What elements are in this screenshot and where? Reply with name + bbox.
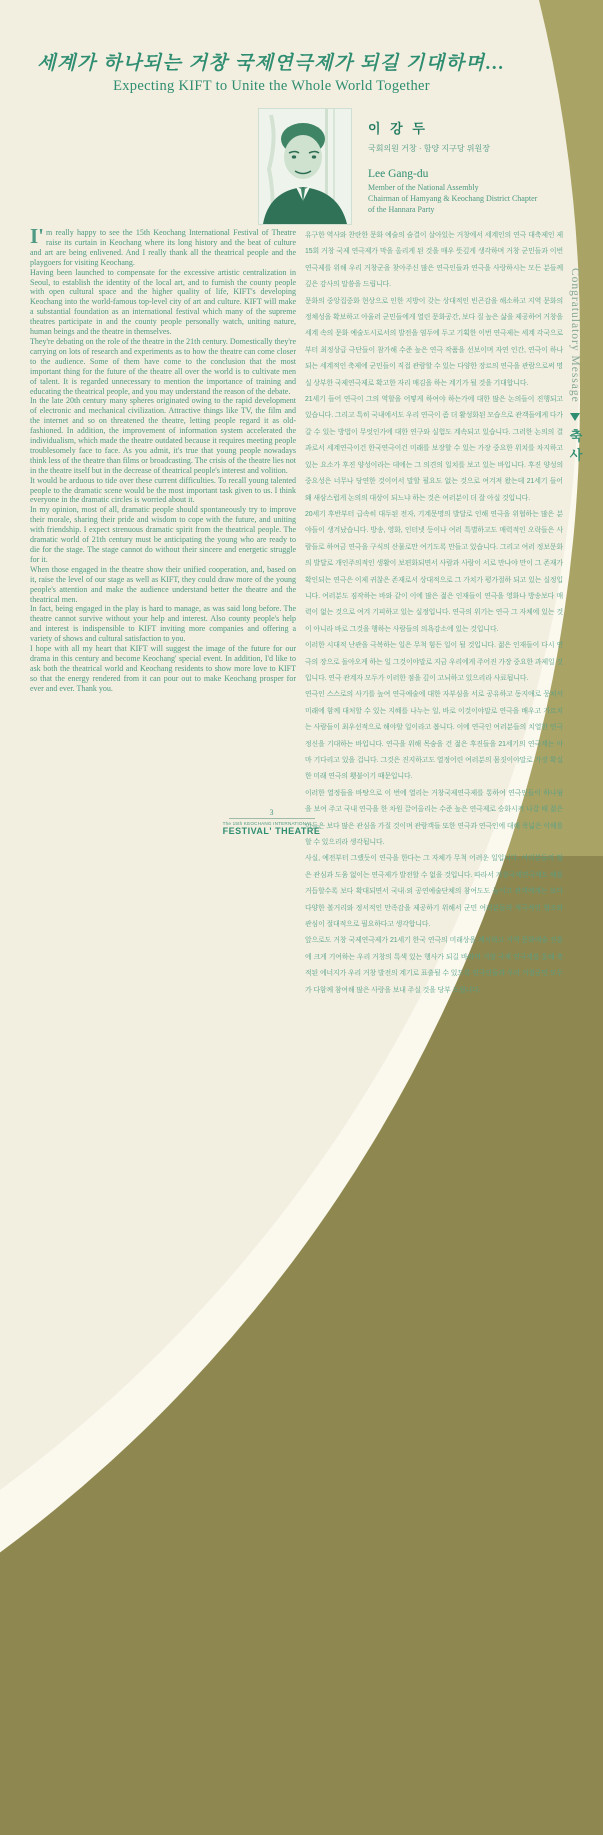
- korean-paragraph: 이러한 시대적 난관을 극복하는 일은 무척 힘든 일이 될 것입니다. 젊은 인재들이 다시 연극의 장으로 돌아오게 하는 일 그것이야말로 지금 우리에게 주어진 가장 중요한 과제일 것입니다. 연극 관계자 모두가 이러한 점을 깊이 고뇌하고 있으리라 사료됩니다.: [305, 642, 563, 682]
- korean-paragraph: 연극인 스스로의 사기를 높여 연극예술에 대한 자부심을 서로 공유하고 동지애로 뭉쳐서 미래에 함께 대처할 수 있는 지혜를 나누는 일, 바로 이것이야말로 연극을 배우고 가르치는 사람들이 최우선적으로 해야할 일이라고 봅니다. 이에 연극인 여러분들의 치열한 연극정신을 기대하는 바입니다. 연극을 위해 목숨을 건 젊은 후진들을 21세기의 연극계는 아마 기다리고 있을 겁니다. 그것은 진지하고도 열정어린 여러분의 몸짓이야말로 가장 확실한 미래 연극의 횃불이기 때문입니다.: [305, 691, 563, 781]
- profile-title-korean: 국회의원 거창 · 함양 지구당 위원장: [368, 144, 490, 153]
- section-sidebar: [565, 268, 585, 467]
- festival-logo-line1: The 15th KEOCHANG INTERNATIONAL: [222, 821, 313, 826]
- english-paragraph: In my opinion, most of all, dramatic people should spontaneously try to improve their morale, sharing their pride and wisdom to cope with the future, and uniting with friendship. I expect strenuous dramatic spirit from the theatrical people. The dramatic world of 21th century must be anticipating the young who are ready to die for the stage. The stage cannot do without their sincere and energetic struggle for it.: [30, 505, 296, 564]
- sidebar-label-english: Congratulatory Message: [569, 268, 581, 403]
- festival-logo: [223, 821, 321, 836]
- korean-paragraph: 21세기 들어 연극이 그의 역할을 어떻게 하여야 하는가에 대한 많은 논의들이 진행되고 있습니다. 그리고 특히 국내에서도 우리 연극이 좀 더 활성화된 모습으로 관객들에게 다가갈 수 있는 방법이 무엇인가에 대한 연구와 실험도 계속되고 있습니다. 그러한 논의의 결과로서 세계연극이건 한국연극이건 미래를 보장할 수 있는 가장 중요한 위치를 차지하고 있는 요소가 후진 양성이라는 데에는 그 의견의 일치를 보고 있는 바입니다. 후진 양성의 중요성은 너무나 당연한 것이어서 말할 필요도 없는 것으로 여겨져 왔는데 21세기 들어 왜 새삼스럽게 논의의 대상이 되느냐 하는 것은 여러분이 더 잘 아실 것입니다.: [305, 396, 563, 502]
- message-column-korean: [305, 228, 563, 999]
- page-title-english: Expecting KIFT to Unite the Whole World Together: [113, 78, 430, 94]
- profile-name-english: Lee Gang-du: [368, 168, 429, 180]
- english-paragraph: I hope with all my heart that KIFT will suggest the image of the future for our drama in this century and become Keochang' special event. In addition, I'd like to ask both the theatrical world and Keochang residents to show more love to KIFT so that the energy rendered from it can pour out to make Keochang prosper for ever and ever. Thank you.: [30, 644, 296, 693]
- profile-title-line3: of the Hannara Party: [368, 204, 435, 214]
- page-title-korean: 세계가 하나되는 거창 국제연극제가 되길 기대하며…: [37, 53, 506, 74]
- profile-title-line1: Member of the National Assembly: [368, 183, 479, 192]
- message-column-english: [30, 224, 296, 694]
- korean-paragraph: 문화의 중앙집중화 현상으로 인한 지방이 갖는 상대적인 빈곤감을 해소하고 지역 문화의 정체성을 확보하고 아울러 군민들에게 열린 문화공간, 보다 질 높은 삶을 제공하여 거창을 세계 속의 문화 예술도시로서의 발전을 염두에 두고 기획한 이번 연극제는 세계 각국으로부터 최정상급 극단들이 참가해 수준 높은 연극 작품을 선보이며 자연 인간, 연극이 하나되는 세계적인 축제에 군민들이 직접 관람할 수 있는 다양한 장르의 연극을 관람으로써 명실 상부한 국제연극제로 확고한 자리 매김을 하는 계기가 될 것을 기대합니다.: [305, 297, 563, 387]
- korean-paragraph: 이러한 열정들을 바탕으로 이 번에 열리는 거창국제연극제를 통하여 연극인들이 하나됨을 보여 주고 국내 연극을 한 차원 끌어올리는 수준 높은 연극제로 승화시켜 나갈 때 젊은이들은 보다 많은 관심을 가질 것이며 관람객들 또한 연극과 연극인에 대해 폭넓은 이해를 할 수 있으리라 생각됩니다.: [305, 789, 563, 847]
- sidebar-label-korean: 축사: [567, 428, 583, 467]
- footer-divider: [229, 818, 315, 819]
- english-paragraph: They're debating on the role of the theatre in the 21th century. Domestically they're carrying on lots of research and experiments as to how the theatre can come closer to the audience. Some of them have come to the conclusion that the most important thing for the future of the theatre all over the world is to cultivate men of talent. It is regarded unnecessary to mention the importance of training and educating the theatrical people, and you may understand the reason of the debate.: [30, 336, 296, 396]
- korean-paragraph: 앞으로도 거창 국제연극제가 21세기 한국 연극의 미래상을 제시하고 지역 문화예술 진흥에 크게 기여하는 우리 거창의 특색 있는 행사가 되길 바라며 거창 국제 연극제를 통해 축적된 에너지가 우리 거창 발전의 계기로 표출될 수 있도록 연극인들과 우리 거창군민 모두가 다함께 참여해 많은 사랑을 보내 주실 것을 당부 드립니다.: [305, 937, 563, 994]
- english-paragraph: In the late 20th century many spheres originated owing to the rapid development of electronic and mechanical civilization. Attractive things like TV, the film and the internet and so on threatened the theatre, letting people regard it as old-fashioned. In addition, the improvement of information system accelerated the individualism, which made the theatre outdated because it requires meeting people troublesomely face to face. As you admit, it's true that young people nowadays think less of the theatre than films or broadcasting. The crisis of the theatre lies not in the theatre itself but in the decrease of theatrical people's interest and volition.: [30, 396, 296, 475]
- profile-title-english: [368, 183, 568, 215]
- english-paragraph: I'm really happy to see the 15th Keochang International Festival of Theatre raise its curtain in Keochang where its long history and the beat of culture and art are being enlivened. And I really thank all the theatrical people and the playgoers for visiting Keochang.: [30, 224, 296, 267]
- profile-name-korean: 이 강 두: [368, 121, 428, 136]
- korean-paragraph: 20세기 후반부터 급속히 대두된 전자, 기계문명의 발달로 인해 연극을 위협하는 많은 분야들이 생겨났습니다. 방송, 영화, 인터넷 등이나 여러 특별하고도 매력적인 오락들은 사람들로 하여금 연극을 구식의 산물로만 여기도록 만들고 있습니다. 그리고 여러 정보문화의 발달로 개인주의적인 생활이 보편화되면서 사람과 사람이 서로 만나야 만이 그 존재가 확인되는 연극은 이제 귀찮은 존재로서 상대적으로 그 가치가 평가절하 되고 있는 실정입니다. 여러분도 짐작하는 바와 같이 이에 많은 젊은 인재들이 연극을 영화나 방송보다 매력이 없는 것으로 여겨 기피하고 있는 실정입니다. 연극의 위기는 연극 그 자체에 있는 것이 아니라 바로 그것을 행하는 사람들의 의욕감소에 있는 것입니다.: [305, 510, 563, 633]
- english-paragraph: In fact, being engaged in the play is hard to manage, as was said long before. The theatre cannot survive without your help and interest. Also county people's help and interest is indispensible to KIFT inviting more companies and offering a variety of shows and cultural satisfaction to you.: [30, 604, 296, 644]
- profile-title-line2: Chairman of Hamyang & Keochang District Chapter: [368, 193, 538, 203]
- page-footer: [0, 808, 543, 839]
- english-paragraph: Having been launched to compensate for the excessive artistic centralization in Seoul, to establish the identity of the local art, and to furnish the county people with open cultural space and the higher quality of life, KIFT's developing Keochang into the world-famous top-level city of art and culture. KIFT will make a substantial foundation as an international festival which many of the supreme theatres participate in and the county people personally watch, uniting nature, human beings and the theatre in themselves.: [30, 267, 296, 337]
- triangle-down-icon: [570, 413, 580, 421]
- profile-block: [368, 118, 568, 215]
- portrait-photo: [258, 108, 352, 225]
- english-paragraph: It would be arduous to tide over these current difficulties. To recall young talented people to the dramatic scene would be the most important task given to us. I think everyone in the dramatic circles is worried about it.: [30, 475, 296, 505]
- festival-logo-line2: FESTIVAL' THEATRE: [222, 826, 321, 836]
- korean-paragraph: 유구한 역사와 찬란한 문화 예술의 숨결이 살아있는 거창에서 세계인의 연극 대축제인 제 15회 거창 국제 연극제가 막을 올리게 된 것을 매우 뜻깊게 생각하며 거창 군민들과 이번 연극제를 위해 우리 거창군을 찾아주신 많은 연극인들과 연극을 사랑하시는 모든 분들께 깊은 감사의 말씀을 드립니다.: [305, 232, 563, 289]
- korean-paragraph: 사실, 예전부터 그랬듯이 연극을 한다는 그 자체가 무척 어려운 일입니다. 여러분들의 많은 관심과 도움 없이는 연극제가 발전할 수 없을 것입니다. 따라서 거창국제연극제도 해를 거듭할수록 보다 확대되면서 국내·외 공연예술단체의 참여도도 높이고 관객에게는 보다 다양한 볼거리와 정서적인 만족감을 제공하기 위해서 군민 여러분들의 적극적인 협조와 관심이 절대적으로 필요하다고 생각합니다.: [305, 855, 563, 929]
- english-paragraph: When those engaged in the theatre show their unified cooperation, and, based on it, raise the level of our stage as well as KIFT, they could draw more of the young people's attention and make the audience understand better the theatre and the theatrical men.: [30, 564, 296, 604]
- page-number: 3: [269, 808, 274, 817]
